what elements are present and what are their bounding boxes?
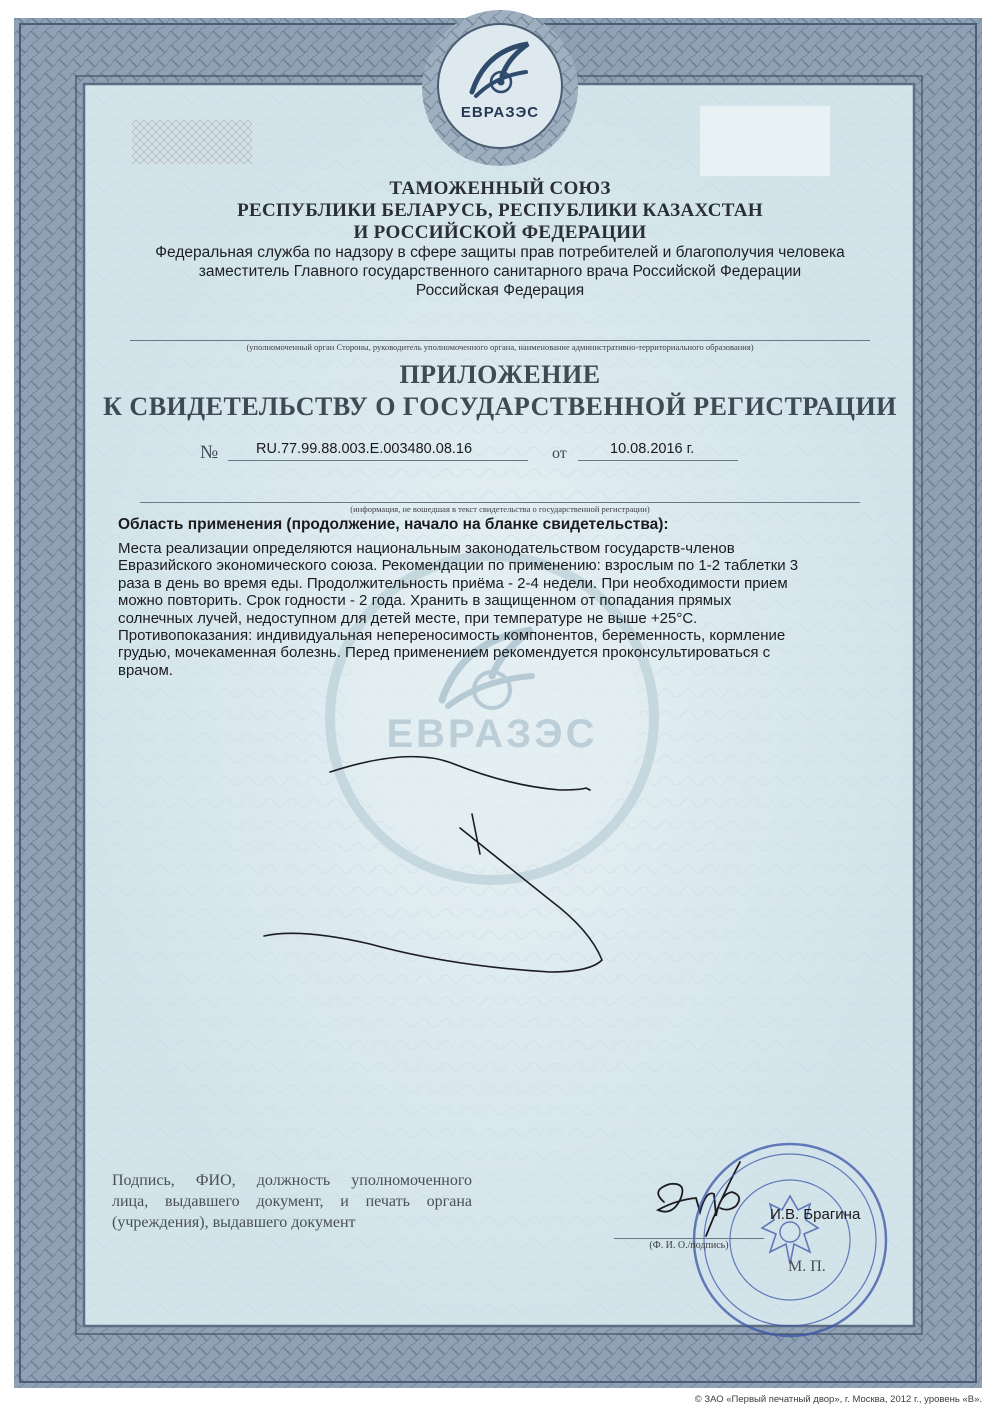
header-line-2: РЕСПУБЛИКИ БЕЛАРУСЬ, РЕСПУБЛИКИ КАЗАХСТАН xyxy=(237,200,763,221)
title-line-2: К СВИДЕТЕЛЬСТВУ О ГОСУДАРСТВЕННОЙ РЕГИСТРАЦИИ xyxy=(103,392,897,421)
number-prefix: № xyxy=(200,442,219,463)
date-prefix: от xyxy=(552,445,567,462)
emblem-label: ЕВРАЗЭС xyxy=(460,104,540,121)
watermark-label: ЕВРАЗЭС xyxy=(386,712,598,756)
header-line-3: И РОССИЙСКОЙ ФЕДЕРАЦИИ xyxy=(353,222,647,243)
registration-caption: (информация, не вошедшая в текст свидетельства о государственной регистрации) xyxy=(140,502,860,514)
signature-caption-line-1: Подпись, ФИО, должность уполномоченного xyxy=(112,1172,472,1189)
printer-footer: © ЗАО «Первый печатный двор», г. Москва, 2012 г., уровень «В». xyxy=(694,1394,982,1405)
signature-caption-line-3: (учреждения), выдавшего документ xyxy=(112,1214,356,1231)
eurasec-emblem-icon xyxy=(446,30,554,138)
signer-caption: (Ф. И. О./подпись) xyxy=(614,1238,764,1251)
registration-row xyxy=(200,440,760,464)
authority-caption: (уполномоченный орган Стороны, руководитель уполномоченного органа, наименование административно-территориального образования) xyxy=(130,340,870,352)
authority-line-3: Российская Федерация xyxy=(415,282,585,299)
content-line: можно повторить. Срок годности - 2 года. Хранить в защищенном от попадания прямых xyxy=(118,592,732,610)
section-heading: Область применения (продолжение, начало на бланке свидетельства): xyxy=(118,516,669,533)
registration-date: 10.08.2016 г. xyxy=(610,441,695,457)
header-line-1: ТАМОЖЕННЫЙ СОЮЗ xyxy=(389,178,611,199)
registration-number: RU.77.99.88.003.E.003480.08.16 xyxy=(256,441,473,457)
signer-name: И.В. Брагина xyxy=(770,1206,861,1223)
seal-place: М. П. xyxy=(788,1258,826,1275)
authority-line-2: заместитель Главного государственного санитарного врача Российской Федерации xyxy=(198,263,802,280)
content-line: Евразийского экономического союза. Рекомендации по применению: взрослым по 1-2 таблетки 3 xyxy=(118,557,799,575)
content-line: грудью, мочекаменная болезнь. Перед применением рекомендуется проконсультироваться с xyxy=(118,644,771,662)
cancellation-stroke xyxy=(250,750,730,1000)
title-line-1: ПРИЛОЖЕНИЕ xyxy=(399,360,601,389)
header xyxy=(100,178,900,300)
content-line: Противопоказания: индивидуальная непереносимость компонентов, беременность, кормление xyxy=(118,627,786,645)
content-line: Места реализации определяются национальным законодательством государств-членов xyxy=(118,540,735,557)
signature-caption xyxy=(112,1170,472,1233)
authority-line-1: Федеральная служба по надзору в сфере защиты прав потребителей и благополучия человека xyxy=(155,244,845,261)
content-body xyxy=(118,540,888,679)
signature-caption-line-2: лица, выдавшего документ, и печать органа xyxy=(112,1193,472,1210)
content-line: солнечных лучей, недоступном для детей месте, при температуре не выше +25°C. xyxy=(118,609,698,627)
content-line: врачом. xyxy=(118,661,173,679)
content-line: раза в день во время еды. Продолжительность приёма - 2-4 недели. При необходимости прием xyxy=(118,574,788,592)
